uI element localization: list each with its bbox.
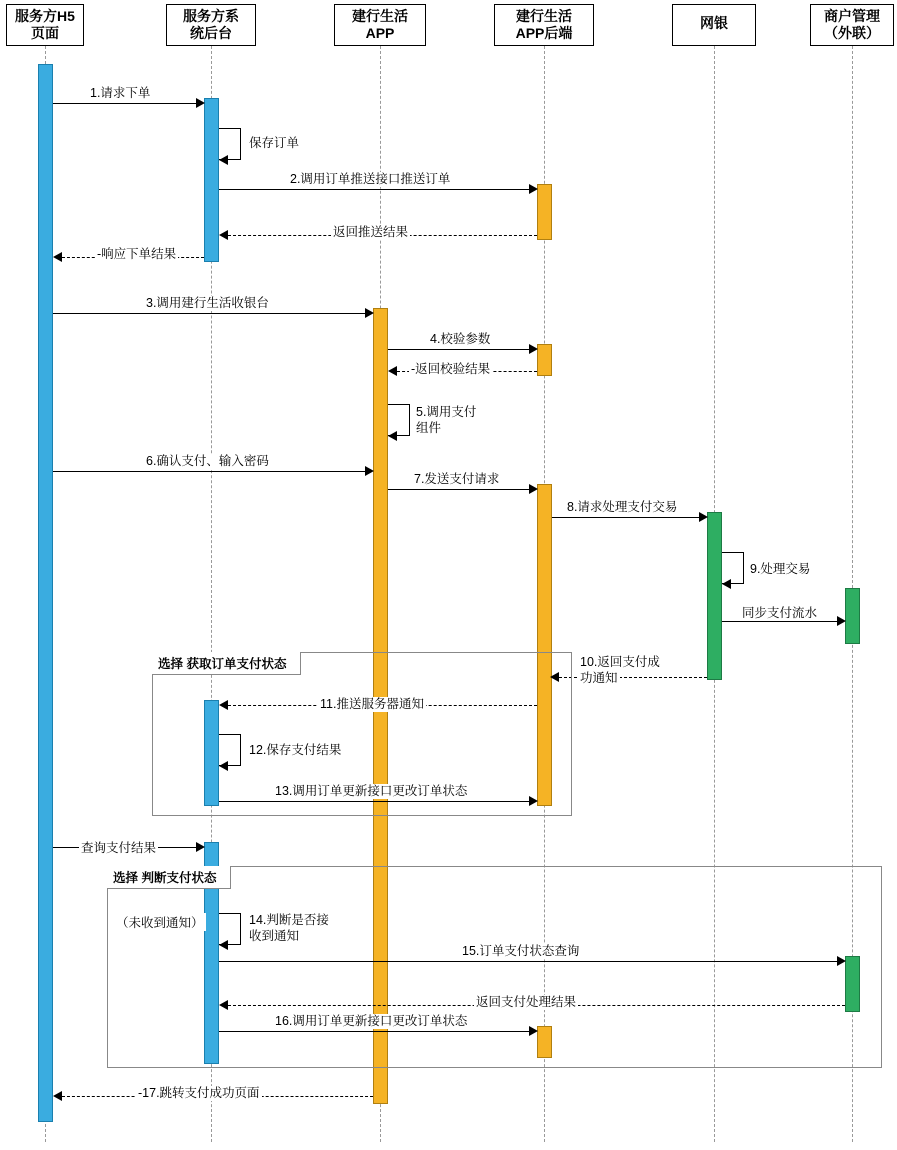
msg-13-label: 13.调用订单更新接口更改订单状态 xyxy=(275,784,468,798)
lifeline-head-app xyxy=(334,4,426,46)
msg-sync-label: 同步支付流水 xyxy=(742,606,818,620)
msg-2-label: 2.调用订单推送接口推送订单 xyxy=(290,172,451,186)
msg-16-line xyxy=(219,1031,534,1032)
activation-bank xyxy=(707,512,722,680)
msg-14-arrow xyxy=(219,940,228,950)
msg-1-label: 1.请求下单 xyxy=(90,86,151,100)
msg-4-label: 4.校验参数 xyxy=(430,332,491,346)
msg-11-arrow xyxy=(219,700,228,710)
msg-15r-arrow xyxy=(219,1000,228,1010)
msg-4-line xyxy=(388,349,534,350)
msg-2-line xyxy=(219,189,534,190)
msg-16-arrow xyxy=(529,1026,538,1036)
fragment-opt-check-pay-status xyxy=(107,866,882,1068)
lifeline-head-h5 xyxy=(6,4,84,46)
msg-7-label: 7.发送支付请求 xyxy=(414,472,500,486)
lifeline-head-app-line1: 建行生活 xyxy=(352,8,408,24)
msg-2r-arrow xyxy=(219,230,228,240)
msg-11-label: 11.推送服务器通知 xyxy=(320,697,424,711)
activation-h5 xyxy=(38,64,53,1122)
lifeline-head-app-line2: APP xyxy=(365,25,395,41)
fragment-opt-get-order-status-label: 选择 获取订单支付状态 xyxy=(152,652,301,675)
msg-3-line xyxy=(53,313,370,314)
msg-14-label-line1: 14.判断是否接 xyxy=(249,913,329,927)
msg-query-label: 查询支付结果 xyxy=(81,841,157,855)
msg-query-arrow xyxy=(196,842,205,852)
lifeline-head-backend-line1: 服务方系 xyxy=(183,8,239,24)
msg-6-line xyxy=(53,471,370,472)
msg-self-save-order-arrow xyxy=(219,155,228,165)
lifeline-head-h5-line2: 页面 xyxy=(31,25,59,41)
lifeline-head-bank xyxy=(672,4,756,46)
msg-1-arrow xyxy=(196,98,205,108)
msg-3-label: 3.调用建行生活收银台 xyxy=(146,296,269,310)
lifeline-head-merchant-line2: （外联） xyxy=(824,25,880,41)
msg-4r-label: -返回校验结果 xyxy=(411,362,491,376)
msg-12-label: 12.保存支付结果 xyxy=(249,743,342,757)
lifeline-head-h5-line1: 服务方H5 xyxy=(15,8,75,24)
msg-15-arrow xyxy=(837,956,846,966)
msg-5-arrow xyxy=(388,431,397,441)
msg-5-label-line1: 5.调用支付 xyxy=(416,405,477,419)
msg-4-arrow xyxy=(529,344,538,354)
msg-8-arrow xyxy=(699,512,708,522)
activation-backend-order xyxy=(204,98,219,262)
msg-15-line xyxy=(219,961,842,962)
fragment-opt-check-pay-status-label: 选择 判断支付状态 xyxy=(107,866,231,889)
msg-6-label: 6.确认支付、输入密码 xyxy=(146,454,269,468)
msg-6-arrow xyxy=(365,466,374,476)
msg-15r-label: 返回支付处理结果 xyxy=(476,995,577,1009)
msg-sync-line xyxy=(722,621,842,622)
lifeline-head-bank-line1: 网银 xyxy=(700,15,728,31)
msg-14-label-line2: 收到通知 xyxy=(249,929,300,943)
msg-8-label: 8.请求处理支付交易 xyxy=(567,500,678,514)
msg-9-label: 9.处理交易 xyxy=(750,562,811,576)
msg-7-arrow xyxy=(529,484,538,494)
msg-17-label: -17.跳转支付成功页面 xyxy=(138,1086,260,1100)
msg-10-label-line2: 功通知 xyxy=(580,671,618,685)
msg-2-arrow xyxy=(529,184,538,194)
lifeline-head-appserver-line2: APP后端 xyxy=(515,25,573,41)
msg-15-label: 15.订单支付状态查询 xyxy=(462,944,580,958)
msg-self-save-order-label: 保存订单 xyxy=(249,136,300,150)
msg-5-label-line2: 组件 xyxy=(416,421,442,435)
lifeline-head-merchant-line1: 商户管理 xyxy=(824,8,880,24)
msg-9-arrow xyxy=(722,579,731,589)
msg-16-label: 16.调用订单更新接口更改订单状态 xyxy=(275,1014,468,1028)
activation-merchant-sync xyxy=(845,588,860,644)
msg-17-arrow xyxy=(53,1091,62,1101)
lifeline-head-backend-line2: 统后台 xyxy=(190,25,232,41)
msg-1-line xyxy=(53,103,201,104)
activation-appserver-push xyxy=(537,184,552,240)
msg-sync-arrow xyxy=(837,616,846,626)
msg-12-arrow xyxy=(219,761,228,771)
activation-appserver-validate xyxy=(537,344,552,376)
msg-3-arrow xyxy=(365,308,374,318)
msg-2r-label: 返回推送结果 xyxy=(333,225,409,239)
msg-4r-arrow xyxy=(388,366,397,376)
lifeline-head-appserver xyxy=(494,4,594,46)
fragment-opt-check-pay-status-guard: （未收到通知） xyxy=(114,913,206,931)
msg-7-line xyxy=(388,489,534,490)
lifeline-head-appserver-line1: 建行生活 xyxy=(516,8,572,24)
msg-1r-arrow xyxy=(53,252,62,262)
lifeline-head-merchant xyxy=(810,4,894,46)
msg-10-label-line1: 10.返回支付成 xyxy=(580,655,660,669)
msg-13-arrow xyxy=(529,796,538,806)
lifeline-head-backend xyxy=(166,4,256,46)
msg-1r-label: -响应下单结果 xyxy=(97,247,177,261)
msg-8-line xyxy=(552,517,704,518)
msg-13-line xyxy=(219,801,534,802)
